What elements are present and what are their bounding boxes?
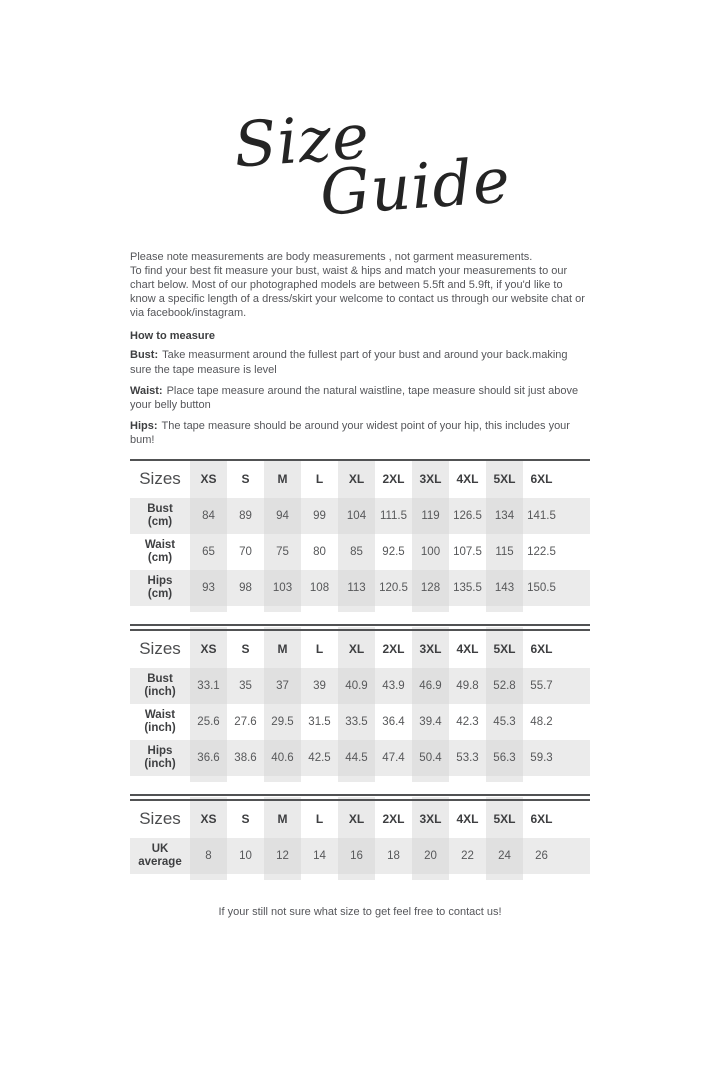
table-header-row: Sizes XS S M L XL 2XL 3XL 4XL 5XL 6XL bbox=[130, 627, 590, 668]
title-word-guide: Guide bbox=[317, 143, 513, 230]
intro-line-1: Please note measurements are body measurements , not garment measurements. bbox=[130, 251, 533, 263]
how-to-measure-hips bbox=[130, 419, 590, 447]
row-label: Bust (cm) bbox=[130, 498, 190, 534]
row-label: Hips (cm) bbox=[130, 570, 190, 606]
bust-instruction: Take measurment around the fullest part of your bust and around your back.making sure the tape measure is level bbox=[130, 349, 568, 376]
size-guide-page bbox=[0, 99, 720, 918]
footer-note: If your still not sure what size to get feel free to contact us! bbox=[218, 905, 502, 918]
row-label: Hips (inch) bbox=[130, 740, 190, 776]
table-row-hips-inch: Hips (inch) 36.6 38.6 40.6 42.5 44.5 47.4 50.4 53.3 56.3 59.3 bbox=[130, 740, 590, 776]
table-row-bust-inch: Bust (inch) 33.1 35 37 39 40.9 43.9 46.9 49.8 52.8 55.7 bbox=[130, 668, 590, 704]
hips-instruction: The tape measure should be around your widest point of your hip, this includes your bum! bbox=[130, 419, 570, 446]
waist-label: Waist: bbox=[130, 384, 163, 397]
sizes-header: Sizes bbox=[139, 809, 181, 829]
how-to-measure-section bbox=[130, 329, 590, 447]
table-row-waist-cm: Waist (cm) 65 70 75 80 85 92.5 100 107.5 115 122.5 bbox=[130, 534, 590, 570]
size-table-uk-average bbox=[130, 794, 590, 880]
how-to-measure-heading: How to measure bbox=[130, 330, 215, 343]
intro-text bbox=[130, 250, 590, 320]
how-to-measure-waist bbox=[130, 384, 590, 412]
table-spacer-row bbox=[130, 606, 590, 612]
table-row-hips-cm: Hips (cm) 93 98 103 108 113 120.5 128 135.5 143 150.5 bbox=[130, 570, 590, 606]
size-table-inch bbox=[130, 624, 590, 782]
sizes-header: Sizes bbox=[139, 469, 181, 489]
sizes-header: Sizes bbox=[139, 639, 181, 659]
hips-label: Hips: bbox=[130, 419, 158, 432]
table-header-row: Sizes XS S M L XL 2XL 3XL 4XL 5XL 6XL bbox=[130, 460, 590, 498]
table-row-uk-average: UK average 8 10 12 14 16 18 20 22 24 26 bbox=[130, 838, 590, 874]
how-to-measure-bust bbox=[130, 348, 590, 376]
row-label: Bust (inch) bbox=[130, 668, 190, 704]
row-label: UK average bbox=[130, 838, 190, 874]
row-label: Waist (cm) bbox=[144, 538, 176, 564]
size-table-cm bbox=[130, 459, 590, 612]
title-word-size: Size bbox=[231, 99, 373, 182]
table-row-waist-inch: Waist (inch) 25.6 27.6 29.5 31.5 33.5 36.4 39.4 42.3 45.3 48.2 bbox=[130, 704, 590, 740]
table-header-row: Sizes XS S M L XL 2XL 3XL 4XL 5XL 6XL bbox=[130, 797, 590, 838]
page-title bbox=[130, 99, 590, 236]
intro-line-2: To find your best fit measure your bust, waist & hips and match your measurements to our chart below. Most of our photographed models are between 5.5ft and 5.9ft, if you'd like to know a specific length of a dress/skirt your welcome to contact us through our website chat or via facebook/instagram. bbox=[130, 265, 585, 320]
row-label: Waist (inch) bbox=[144, 708, 176, 734]
table-row-bust-cm: Bust (cm) 84 89 94 99 104 111.5 119 126.5 134 141.5 bbox=[130, 498, 590, 534]
table-spacer-row bbox=[130, 776, 590, 782]
bust-label: Bust: bbox=[130, 349, 159, 362]
table-spacer-row bbox=[130, 874, 590, 880]
waist-instruction: Place tape measure around the natural waistline, tape measure should sit just above your belly button bbox=[130, 384, 579, 411]
